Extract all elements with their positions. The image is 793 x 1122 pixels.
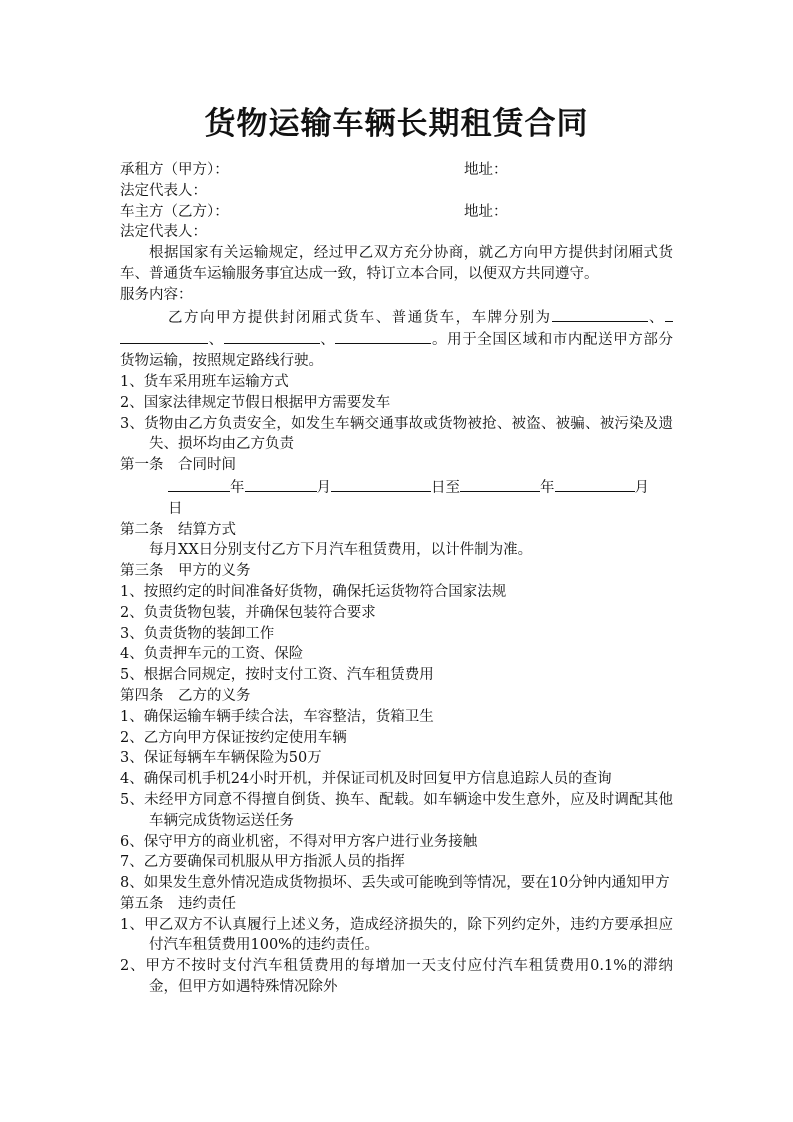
article1-heading: 第一条 合同时间 <box>120 457 236 474</box>
month-label: 月 <box>316 479 331 496</box>
article2-heading: 第二条 结算方式 <box>120 521 236 538</box>
article4-item: 2、乙方向甲方保证按约定使用车辆 <box>120 729 347 746</box>
service-item: 2、国家法律规定节假日根据甲方需要发车 <box>120 394 391 411</box>
service-prefix: 乙方向甲方提供封闭厢式货车、普通货车，车牌分别为 <box>168 309 552 326</box>
owner-address-label: 地址： <box>464 203 508 220</box>
contract-period <box>120 476 673 520</box>
article5-item: 2、甲方不按时支付汽车租赁费用的每增加一天支付应付汽车租赁费用0.1%的滞纳金，但甲方如遇特殊情况除外 <box>120 958 673 996</box>
plate-blank-4 <box>335 328 431 344</box>
article3-item: 3、负责货物的装卸工作 <box>120 625 275 642</box>
day-label: 日 <box>168 500 183 517</box>
service-item: 1、货车采用班车运输方式 <box>120 373 289 390</box>
article4-heading: 第四条 乙方的义务 <box>120 687 251 704</box>
article4-item: 6、保守甲方的商业机密，不得对甲方客户进行业务接触 <box>120 833 478 850</box>
plate-blank-2 <box>120 328 208 344</box>
plate-blank-2a <box>665 306 673 322</box>
article3-item: 2、负责货物包装，并确保包装符合要求 <box>120 604 376 621</box>
contract-page <box>120 104 673 998</box>
lessee-line <box>120 160 673 181</box>
article4-item: 8、如果发生意外情况造成货物损坏、丢失或可能晚到等情况，要在10分钟内通知甲方 <box>120 875 670 892</box>
plate-blank-1 <box>552 306 648 322</box>
service-paragraph <box>120 306 673 372</box>
page-title: 货物运输车辆长期租赁合同 <box>204 106 589 142</box>
year-label: 年 <box>230 479 245 496</box>
start-day-blank <box>331 476 431 492</box>
article2-text: 每月XX日分别支付乙方下月汽车租赁费用，以计件制为准。 <box>149 542 533 559</box>
to-label: 日至 <box>431 479 460 496</box>
owner-line <box>120 202 673 223</box>
service-heading: 服务内容： <box>120 286 193 303</box>
year-label-2: 年 <box>540 479 555 496</box>
plate-blank-3 <box>224 328 320 344</box>
article4-item: 5、未经甲方同意不得擅自倒货、换车、配载。如车辆途中发生意外，应及时调配其他车辆完成货物运送任务 <box>120 791 673 829</box>
end-year-blank <box>460 476 540 492</box>
lessee-label: 承租方（甲方）： <box>120 162 229 178</box>
article5-item: 1、甲乙双方不认真履行上述义务，造成经济损失的，除下列约定外，违约方要承担应付汽车租赁费用100%的违约责任。 <box>120 916 673 954</box>
service-sep-2: 、 <box>208 332 224 349</box>
owner-label: 车主方（乙方）： <box>120 203 229 220</box>
lessee-rep-label: 法定代表人： <box>120 182 207 199</box>
month-label-2: 月 <box>634 479 649 496</box>
intro-paragraph: 根据国家有关运输规定，经过甲乙双方充分协商，就乙方向甲方提供封闭厢式货车、普通货车运输服务事宜达成一致，特订立本合同，以便双方共同遵守。 <box>120 245 673 282</box>
service-sep-3: 、 <box>319 332 336 349</box>
article3-item: 4、负责押车元的工资、保险 <box>120 646 304 663</box>
lessee-address-label: 地址： <box>464 162 508 178</box>
end-month-blank <box>555 476 635 492</box>
service-suffix: 。用于全国区域和市内配送甲方部分货物运输，按照规定路线行驶。 <box>120 332 674 370</box>
start-month-blank <box>245 476 317 492</box>
owner-rep-label: 法定代表人： <box>120 224 207 241</box>
article4-item: 1、确保运输车辆手续合法，车容整洁，货箱卫生 <box>120 708 434 725</box>
article4-item: 4、确保司机手机24小时开机，并保证司机及时回复甲方信息追踪人员的查询 <box>120 771 612 788</box>
article3-heading: 第三条 甲方的义务 <box>120 563 251 580</box>
article3-item: 5、根据合同规定，按时支付工资、汽车租赁费用 <box>120 667 434 684</box>
article5-heading: 第五条 违约责任 <box>120 895 236 912</box>
article3-item: 1、按照约定的时间准备好货物，确保托运货物符合国家法规 <box>120 583 507 600</box>
service-item: 3、货物由乙方负责安全，如发生车辆交通事故或货物被抢、被盗、被骗、被污染及遗失、损坏均由乙方负责 <box>120 415 673 453</box>
service-sep-1: 、 <box>647 309 666 326</box>
article4-item: 3、保证每辆车车辆保险为50万 <box>120 750 322 767</box>
start-year-blank <box>168 476 230 492</box>
article4-item: 7、乙方要确保司机服从甲方指派人员的指挥 <box>120 854 405 871</box>
